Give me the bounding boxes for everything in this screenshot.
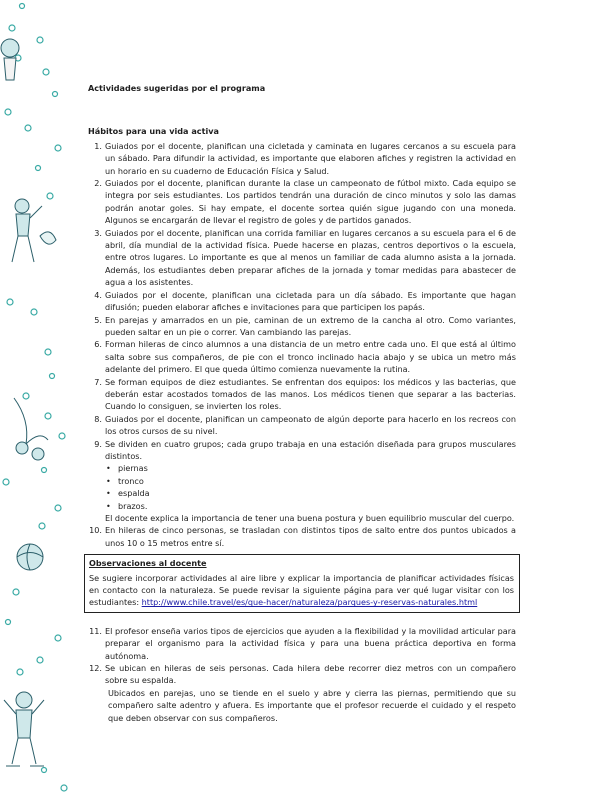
list-item: 5. En parejas y amarrados en un pie, caminan de un extremo de la cancha al otro. Como variantes, pueden saltar en un pie o correr. Van cambiando las parejas.	[94, 314, 516, 337]
item-note: El docente explica la importancia de tener una buena postura y buen equilibrio muscular del cuerpo.	[105, 513, 515, 523]
document-page	[88, 82, 516, 724]
chile-travel-link[interactable]: http://www.chile.travel/es/que-hacer/naturaleza/parques-y-reservas-naturales.html	[141, 597, 478, 608]
bullet-item: • piernas	[118, 462, 516, 474]
list-item: 12. Se ubican en hileras de seis personas. Cada hilera debe recorrer diez metros con un compañero sobre su espalda. Ubicados en parejas, uno se tiende en el suelo y abre y cierra las piernas, permitiendo que su compañero salte adentro y afuera. Es importante que el profesor recuerde el cuidado y el respeto que deben observar con sus compañeros.	[89, 663, 516, 723]
ball-icon	[17, 544, 43, 570]
bullet-item: • tronco	[118, 475, 516, 487]
list-item: 7. Se forman equipos de diez estudiantes. Se enfrentan dos equipos: los médicos y las bacterias, que deberán estar acostados tomados de las manos. Los médicos tienen que separar a las bacterias. Cuando lo consiguen, se invierten los roles.	[94, 376, 516, 412]
list-item: 2. Guiados por el docente, planifican durante la clase un campeonato de fútbol mixto. Cada equipo se integra por seis estudiantes. Los partidos tendrán una duración de cinco minutos y solo las damas podrán anotar goles. Si hay empate, el docente sortea quién sigue jugando con una moneda. Algunos se encargarán de llevar el registro de goles y de partidos ganados.	[94, 178, 516, 226]
margin-decoration	[0, 0, 78, 800]
list-item: 8. Guiados por el docente, planifican un campeonato de algún deporte para hacerlo en los recreos con los otros cursos de su nivel.	[94, 413, 516, 437]
bullet-item: • brazos.	[118, 500, 516, 512]
cherries-icon	[14, 398, 48, 460]
section-heading: Hábitos para una vida activa	[88, 126, 219, 137]
list-item: 10. En hileras de cinco personas, se trasladan con distintos tipos de salto entre dos puntos ubicados a unos 10 o 15 metros entre sí.	[89, 525, 516, 548]
page-title: Actividades sugeridas por el programa	[88, 83, 266, 93]
child-figure-icon	[1, 39, 19, 80]
activity-list-continued	[88, 625, 516, 724]
list-item: 1. Guiados por el docente, planifican una cicletada y caminata en lugares cercanos a su escuela para un sábado. Para difundir la actividad, es importante que elaboren afiches y registren la actividad en un horario en su cuaderno de Educación Física y Salud.	[94, 140, 516, 176]
climbing-child-icon	[12, 199, 56, 262]
observations-box	[84, 554, 520, 613]
list-item: 6. Forman hileras de cinco alumnos a una distancia de un metro entre cada uno. El que está al último salta sobre sus compañeros, de pie con el tronco inclinado hacia abajo y se ubica un metro más adelante del primero. El que queda último comienza nuevamente la rutina.	[94, 339, 516, 375]
list-item: 4. Guiados por el docente, planifican una cicletada para un día sábado. Es importante que hagan difusión; pueden elaborar afiches e invitaciones para que participen los papás.	[94, 289, 516, 313]
item-note: Ubicados en parejas, uno se tiende en el suelo y abre y cierra las piernas, permitiendo que su compañero salte adentro y afuera. Es importante que el profesor recuerde el cuidado y el respeto que deben observar con sus compañeros.	[108, 687, 516, 723]
muscle-group-list	[105, 462, 516, 512]
list-item: 3. Guiados por el docente, planifican una corrida familiar en lugares cercanos a su escuela para el 6 de abril, día mundial de la actividad física. Puede hacerse en plazas, centros deportivos o la escuela, entre otros lugares. Lo importante es que al menos un familiar de cada alumno asista a la jornada. Además, los estudiantes deben preparar afiches de la jornada y tomar medidas para abastecer de agua a los asistentes.	[94, 227, 516, 288]
list-item: 11. El profesor enseña varios tipos de ejercicios que ayuden a la flexibilidad y la movilidad articular para preparar el organismo para la actividad física y para una buena práctica deportiva en forma autónoma.	[89, 625, 516, 661]
bullet-item: • espalda	[118, 487, 516, 499]
observations-text: Se sugiere incorporar actividades al aire libre y explicar la importancia de planificar actividades físicas en contacto con la naturaleza. Se puede revisar la siguiente página para ver qué lugar visitar con los estudiantes: http://www.chile.travel/es/que-hacer/naturaleza/parques-y-reservas-naturales.html	[89, 572, 514, 608]
observations-title: Observaciones al docente	[89, 558, 207, 569]
list-item: 9. Se dividen en cuatro grupos; cada grupo trabaja en una estación diseñada para grupos musculares distintos. • piernas • tronco • espalda • brazos. El docente explica la importancia de tener una buena postura y buen equilibrio muscular del cuerpo.	[105, 438, 516, 525]
kid-jumping-icon	[4, 692, 44, 766]
activity-list	[88, 140, 516, 549]
